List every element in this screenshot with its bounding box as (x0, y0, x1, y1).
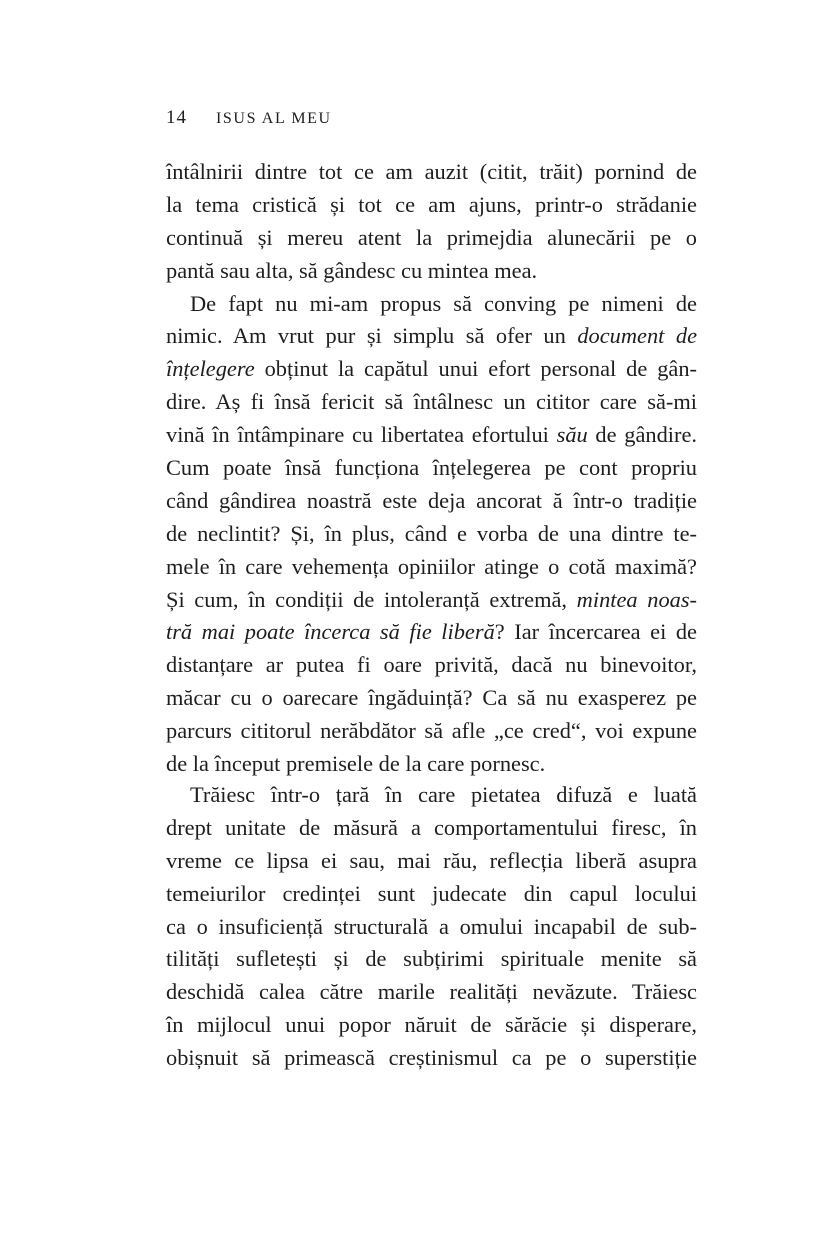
italic-run: document de (577, 323, 698, 349)
text-line: măcar cu o oarecare îngăduință? Ca să nu exasperez pe (166, 685, 697, 711)
italic-run: său (556, 422, 588, 448)
running-header (166, 106, 332, 131)
text-line: când gândirea noastră este deja ancorat ă într-o tradiție (166, 487, 697, 513)
text-run: Și cum, în condiții de intoleranță extremă, (166, 586, 577, 612)
text-line: tilități sufletești și de subțirimi spirituale menite să (166, 946, 697, 972)
text-run: vină în întâmpinare cu libertatea efortului (166, 422, 557, 448)
text-line: în mijlocul unui popor năruit de sărăcie și disperare, (166, 1012, 697, 1038)
text-line (166, 616, 697, 649)
text-line: ca o insuficiență structurală a omului incapabil de sub- (166, 913, 697, 939)
text-line: parcurs cititorul nerăbdător să afle „ce cred“, voi expune (166, 718, 697, 744)
running-title: ISUS AL MEU (216, 110, 332, 127)
text-line: Trăiesc într-o țară în care pietatea difuză e luată (190, 782, 697, 807)
italic-run: mintea noas- (576, 586, 698, 612)
text-line: continuă și mereu atent la primejdia alunecării pe o (166, 224, 697, 250)
text-line: dire. Aș fi însă fericit să întâlnesc un cititor care să-mi (166, 389, 697, 415)
text-line: de neclintit? Și, în plus, când e vorba de una dintre te- (166, 520, 697, 546)
page-number: 14 (166, 107, 187, 128)
text-line: Cum poate însă funcționa înțelegerea pe cont propriu (166, 455, 697, 481)
text-run: ? Iar încercarea ei de (494, 619, 697, 645)
italic-run: tră mai poate încerca să fie liberă (166, 619, 495, 645)
text-line: întâlnirii dintre tot ce am auzit (citit, trăit) pornind de (166, 159, 697, 184)
text-line: deschidă calea către marile realități nevăzute. Trăiesc (166, 979, 697, 1005)
body-text-block (166, 156, 697, 781)
body-text-block (166, 779, 697, 1075)
italic-run: înțelegere (166, 356, 255, 382)
text-line (166, 353, 697, 386)
text-line: De fapt nu mi-am propus să conving pe nimeni de (190, 290, 697, 316)
text-line: la tema cristică și tot ce am ajuns, printr-o strădanie (166, 191, 697, 217)
text-line (166, 320, 697, 353)
text-line: vreme ce lipsa ei sau, mai rău, reflecția liberă asupra (166, 847, 697, 873)
text-line: drept unitate de măsură a comportamentului firesc, în (166, 814, 697, 840)
text-run: nimic. Am vrut pur și simplu să ofer un (166, 323, 578, 349)
text-run: de gândire. (587, 422, 697, 448)
text-line: obișnuit să primească creștinismul ca pe o superstiție (166, 1045, 697, 1071)
text-line: mele în care vehemența opiniilor atinge o cotă maximă? (166, 553, 697, 579)
text-run: obținut la capătul unui efort personal de gân- (254, 356, 697, 382)
text-line: distanțare ar putea fi oare privită, dacă nu binevoitor, (166, 652, 697, 678)
text-line (166, 584, 697, 617)
text-line (166, 419, 697, 452)
text-line: temeiurilor credinței sunt judecate din capul locului (166, 880, 697, 906)
text-line: de la început premisele de la care pornesc. (166, 751, 546, 777)
text-line: pantă sau alta, să gândesc cu mintea mea. (166, 257, 538, 283)
